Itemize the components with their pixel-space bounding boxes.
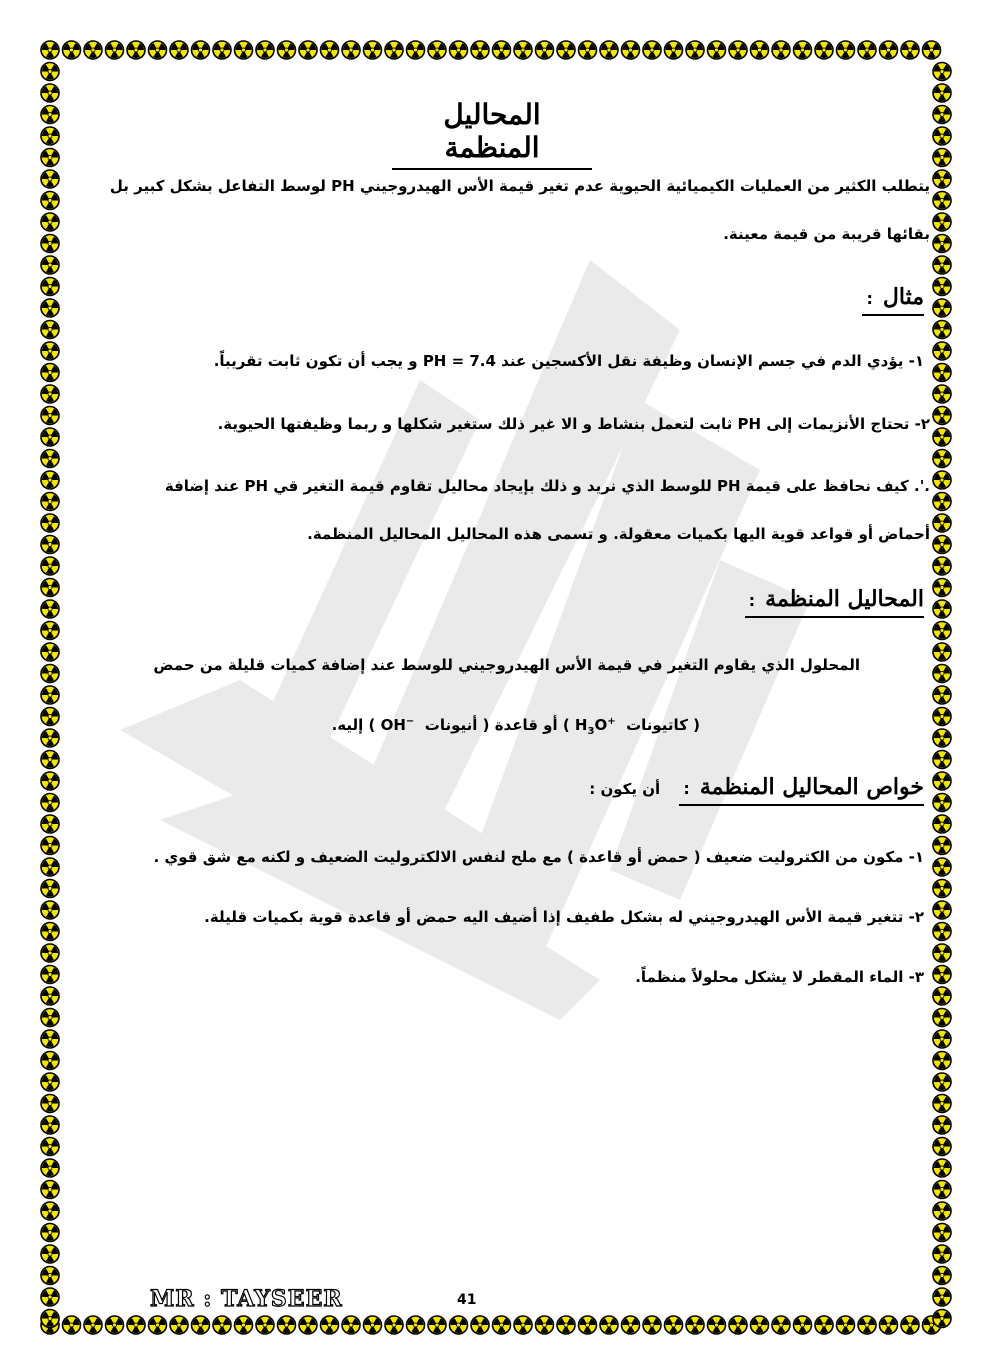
radiation-icon xyxy=(235,41,253,59)
radiation-icon xyxy=(192,1316,210,1334)
anion-base: OH xyxy=(380,716,406,734)
radiation-icon xyxy=(933,127,951,145)
radiation-icon xyxy=(493,41,511,59)
radiation-icon xyxy=(514,41,532,59)
radiation-icon xyxy=(933,686,951,704)
radiation-icon xyxy=(41,815,59,833)
cation-o: O xyxy=(594,716,608,734)
radiation-icon xyxy=(471,41,489,59)
radiation-icon xyxy=(729,41,747,59)
radiation-icon xyxy=(41,987,59,1005)
definition-line-1: المحلول الذي يقاوم التغير في قيمة الأس الهيدروجيني للوسط عند إضافة كميات قليلة من حمض xyxy=(153,656,860,674)
radiation-icon xyxy=(84,41,102,59)
radiation-icon xyxy=(933,1159,951,1177)
radiation-icon xyxy=(41,966,59,984)
radiation-icon xyxy=(933,1288,951,1306)
radiation-icon xyxy=(41,880,59,898)
radiation-icon xyxy=(41,944,59,962)
radiation-icon xyxy=(41,1116,59,1134)
properties-heading-text: خواص المحاليل المنظمة xyxy=(699,774,924,800)
radiation-icon xyxy=(170,41,188,59)
radiation-icon xyxy=(106,1316,124,1334)
radiation-icon xyxy=(471,1316,489,1334)
properties-heading-colon: : xyxy=(683,779,690,798)
radiation-icon xyxy=(933,751,951,769)
intro-line-2: بقائها قريبة من قيمة معينة. xyxy=(723,225,930,243)
radiation-icon xyxy=(127,1316,145,1334)
radiation-icon xyxy=(41,41,59,59)
radiation-icon xyxy=(213,41,231,59)
radiation-icon xyxy=(933,1030,951,1048)
radiation-icon xyxy=(933,600,951,618)
radiation-icon xyxy=(794,41,812,59)
radiation-icon xyxy=(192,41,210,59)
radiation-icon xyxy=(933,837,951,855)
definition-line-2-c: ) إليه. xyxy=(331,716,376,734)
radiation-icon xyxy=(41,1288,59,1306)
radiation-icon xyxy=(933,63,951,81)
radiation-icon xyxy=(933,256,951,274)
radiation-icon xyxy=(933,1073,951,1091)
definition-heading-colon: : xyxy=(748,591,756,610)
radiation-icon xyxy=(41,1052,59,1070)
radiation-icon xyxy=(815,41,833,59)
radiation-icon xyxy=(41,213,59,231)
radiation-icon xyxy=(933,342,951,360)
radiation-icon xyxy=(63,1316,81,1334)
radiation-icon xyxy=(933,729,951,747)
radiation-icon xyxy=(41,256,59,274)
radiation-icon xyxy=(41,837,59,855)
radiation-icon xyxy=(41,127,59,145)
radiation-icon xyxy=(933,794,951,812)
radiation-icon xyxy=(278,41,296,59)
radiation-icon xyxy=(579,41,597,59)
example-heading-colon: : xyxy=(866,289,873,308)
radiation-icon xyxy=(686,41,704,59)
radiation-icon xyxy=(41,235,59,253)
radiation-icon xyxy=(278,1316,296,1334)
radiation-icon xyxy=(41,514,59,532)
radiation-icon xyxy=(933,880,951,898)
radiation-icon xyxy=(901,1316,919,1334)
radiation-icon xyxy=(933,149,951,167)
radiation-icon xyxy=(837,1316,855,1334)
radiation-icon xyxy=(41,729,59,747)
radiation-icon xyxy=(428,1316,446,1334)
radiation-icon xyxy=(622,41,640,59)
radiation-icon xyxy=(321,41,339,59)
radiation-icon xyxy=(933,321,951,339)
radiation-icon xyxy=(933,665,951,683)
page-content xyxy=(62,70,930,1310)
radiation-icon xyxy=(407,41,425,59)
radiation-icon xyxy=(41,1009,59,1027)
radiation-icon xyxy=(493,1316,511,1334)
radiation-icon xyxy=(933,708,951,726)
anion-sup: − xyxy=(405,716,415,727)
radiation-icon xyxy=(299,1316,317,1334)
properties-heading-row xyxy=(589,774,924,806)
radiation-icon xyxy=(933,1138,951,1156)
radiation-icon xyxy=(41,170,59,188)
radiation-icon xyxy=(41,600,59,618)
radiation-icon xyxy=(84,1316,102,1334)
radiation-icon xyxy=(933,1310,951,1328)
radiation-icon xyxy=(933,235,951,253)
footer-author: MR : TAYSEER xyxy=(150,1286,343,1312)
radiation-icon xyxy=(815,1316,833,1334)
radiation-icon xyxy=(933,557,951,575)
radiation-icon xyxy=(41,923,59,941)
radiation-icon xyxy=(41,1159,59,1177)
radiation-icon xyxy=(321,1316,339,1334)
radiation-icon xyxy=(923,41,941,59)
radiation-icon xyxy=(622,1316,640,1334)
radiation-icon xyxy=(149,41,167,59)
radiation-icon xyxy=(41,450,59,468)
intro-line-1: يتطلب الكثير من العمليات الكيميائية الحيوية عدم تغير قيمة الأس الهيدروجيني PH لوسط التفاعل بشكل كبير بل xyxy=(109,177,930,195)
radiation-icon xyxy=(256,1316,274,1334)
definition-line-2-b: ) أو قاعدة ( أنيونات xyxy=(424,716,570,734)
radiation-icon xyxy=(933,643,951,661)
radiation-icon xyxy=(933,299,951,317)
radiation-icon xyxy=(41,1181,59,1199)
radiation-icon xyxy=(933,106,951,124)
radiation-icon xyxy=(880,1316,898,1334)
radiation-icon xyxy=(514,1316,532,1334)
radiation-icon xyxy=(772,41,790,59)
radiation-icon xyxy=(41,622,59,640)
radiation-icon xyxy=(933,944,951,962)
radiation-icon xyxy=(708,1316,726,1334)
properties-item-1: ١- مكون من الكتروليت ضعيف ( حمض أو قاعدة ) مع ملح لنفس الالكتروليت الضعيف و لكنه مع شق قوي . xyxy=(153,848,924,866)
example-item-1: ١- يؤدي الدم في جسم الإنسان وظيفة نقل الأكسجين عند PH = 7.4 و يجب أن تكون ثابت تقريباً. xyxy=(213,352,924,370)
radiation-icon xyxy=(63,41,81,59)
radiation-icon xyxy=(127,41,145,59)
radiation-icon xyxy=(41,321,59,339)
radiation-icon xyxy=(933,579,951,597)
radiation-icon xyxy=(933,966,951,984)
radiation-icon xyxy=(41,149,59,167)
radiation-icon xyxy=(41,407,59,425)
cation-base: H xyxy=(574,716,588,734)
radiation-icon xyxy=(170,1316,188,1334)
radiation-icon xyxy=(643,41,661,59)
radiation-icon xyxy=(342,41,360,59)
radiation-icon xyxy=(751,1316,769,1334)
radiation-icon xyxy=(256,41,274,59)
radiation-icon xyxy=(41,1267,59,1285)
radiation-icon xyxy=(299,41,317,59)
definition-heading xyxy=(745,586,924,618)
radiation-icon xyxy=(933,1181,951,1199)
radiation-icon xyxy=(41,385,59,403)
radiation-icon xyxy=(933,815,951,833)
definition-line-2 xyxy=(332,716,700,737)
radiation-icon xyxy=(385,1316,403,1334)
radiation-icon xyxy=(751,41,769,59)
radiation-icon xyxy=(41,1202,59,1220)
properties-item-2: ٢- تتغير قيمة الأس الهيدروجيني له بشكل طفيف إذا أضيف اليه حمض أو قاعدة قوية بكميات قليلة. xyxy=(204,908,924,926)
radiation-icon xyxy=(933,385,951,403)
radiation-icon xyxy=(364,41,382,59)
radiation-icon xyxy=(933,213,951,231)
radiation-icon xyxy=(41,1095,59,1113)
radiation-icon xyxy=(772,1316,790,1334)
radiation-icon xyxy=(933,514,951,532)
radiation-icon xyxy=(665,1316,683,1334)
radiation-icon xyxy=(933,170,951,188)
radiation-icon xyxy=(41,364,59,382)
radiation-icon xyxy=(933,1202,951,1220)
radiation-icon xyxy=(933,407,951,425)
radiation-icon xyxy=(600,41,618,59)
cation-formula xyxy=(574,716,616,737)
radiation-icon xyxy=(933,1224,951,1242)
radiation-icon xyxy=(557,1316,575,1334)
radiation-icon xyxy=(385,41,403,59)
radiation-icon xyxy=(41,1224,59,1242)
example-note xyxy=(62,462,930,558)
example-note-line-2: أحماض أو قواعد قوية اليها بكميات معقولة. و تسمى هذه المحاليل المحاليل المنظمة. xyxy=(307,525,930,543)
radiation-icon xyxy=(106,41,124,59)
radiation-icon xyxy=(41,1073,59,1091)
radiation-icon xyxy=(41,901,59,919)
radiation-icon xyxy=(708,41,726,59)
radiation-icon xyxy=(41,1310,59,1328)
radiation-icon xyxy=(933,1267,951,1285)
radiation-icon xyxy=(41,278,59,296)
page-number: 41 xyxy=(457,1292,477,1308)
radiation-icon xyxy=(235,1316,253,1334)
radiation-icon xyxy=(41,772,59,790)
radiation-icon xyxy=(41,192,59,210)
example-item-2: ٢- تحتاج الأنزيمات إلى PH ثابت لتعمل بنشاط و الا غير ذلك ستغير شكلها و ربما وظيفتها الحيوية. xyxy=(217,415,930,433)
radiation-icon xyxy=(933,364,951,382)
cation-sup: + xyxy=(607,716,616,727)
radiation-icon xyxy=(933,450,951,468)
radiation-icon xyxy=(933,901,951,919)
radiation-icon xyxy=(933,471,951,489)
radiation-icon xyxy=(407,1316,425,1334)
radiation-icon xyxy=(557,41,575,59)
radiation-icon xyxy=(41,342,59,360)
intro-paragraph xyxy=(62,162,930,258)
definition-line-2-a: ( كاتيونات xyxy=(626,716,700,734)
radiation-icon xyxy=(933,772,951,790)
radiation-icon xyxy=(600,1316,618,1334)
radiation-icon xyxy=(41,1245,59,1263)
definition-heading-text: المحاليل المنظمة xyxy=(765,586,924,612)
radiation-icon xyxy=(41,751,59,769)
radiation-icon xyxy=(41,1138,59,1156)
radiation-icon xyxy=(933,493,951,511)
radiation-icon xyxy=(41,471,59,489)
radiation-icon xyxy=(579,1316,597,1334)
radiation-icon xyxy=(41,794,59,812)
anion-formula xyxy=(381,716,415,734)
radiation-icon xyxy=(837,41,855,59)
page-title: المحاليل المنظمة xyxy=(392,98,592,170)
radiation-icon xyxy=(41,106,59,124)
radiation-icon xyxy=(213,1316,231,1334)
radiation-icon xyxy=(933,1009,951,1027)
radiation-icon xyxy=(933,84,951,102)
radiation-icon xyxy=(41,557,59,575)
radiation-icon xyxy=(933,622,951,640)
radiation-icon xyxy=(858,1316,876,1334)
radiation-icon xyxy=(933,1095,951,1113)
radiation-icon xyxy=(536,1316,554,1334)
radiation-icon xyxy=(41,579,59,597)
radiation-icon xyxy=(41,63,59,81)
example-heading-text: مثال xyxy=(882,284,924,310)
properties-heading xyxy=(679,774,924,806)
radiation-icon xyxy=(41,686,59,704)
radiation-icon xyxy=(794,1316,812,1334)
radiation-icon xyxy=(901,41,919,59)
properties-suffix: أن يكون : xyxy=(589,780,661,798)
radiation-icon xyxy=(364,1316,382,1334)
radiation-icon xyxy=(149,1316,167,1334)
radiation-icon xyxy=(41,708,59,726)
radiation-icon xyxy=(880,41,898,59)
radiation-icon xyxy=(41,536,59,554)
radiation-icon xyxy=(665,41,683,59)
radiation-icon xyxy=(41,493,59,511)
properties-item-3: ٣- الماء المقطر لا يشكل محلولاً منظماً. xyxy=(635,968,924,986)
radiation-icon xyxy=(41,299,59,317)
radiation-icon xyxy=(933,278,951,296)
radiation-icon xyxy=(933,536,951,554)
radiation-icon xyxy=(428,41,446,59)
example-note-line-1: .'. كيف نحافظ على قيمة PH للوسط الذي نريد و ذلك بإيجاد محاليل تقاوم قيمة التغير قي PH عند إضافة xyxy=(164,477,930,495)
radiation-icon xyxy=(450,41,468,59)
radiation-icon xyxy=(933,1052,951,1070)
example-heading xyxy=(862,284,924,316)
radiation-icon xyxy=(933,1245,951,1263)
radiation-icon xyxy=(858,41,876,59)
radiation-icon xyxy=(41,84,59,102)
radiation-icon xyxy=(41,665,59,683)
radiation-icon xyxy=(536,41,554,59)
radiation-icon xyxy=(41,643,59,661)
radiation-icon xyxy=(41,1030,59,1048)
radiation-icon xyxy=(450,1316,468,1334)
radiation-icon xyxy=(933,428,951,446)
radiation-icon xyxy=(41,428,59,446)
radiation-icon xyxy=(342,1316,360,1334)
radiation-icon xyxy=(933,923,951,941)
radiation-icon xyxy=(729,1316,747,1334)
radiation-icon xyxy=(933,987,951,1005)
radiation-icon xyxy=(933,192,951,210)
radiation-icon xyxy=(41,858,59,876)
radiation-icon xyxy=(643,1316,661,1334)
radiation-icon xyxy=(933,1116,951,1134)
cation-sub: 3 xyxy=(587,726,595,737)
radiation-icon xyxy=(686,1316,704,1334)
radiation-icon xyxy=(933,858,951,876)
